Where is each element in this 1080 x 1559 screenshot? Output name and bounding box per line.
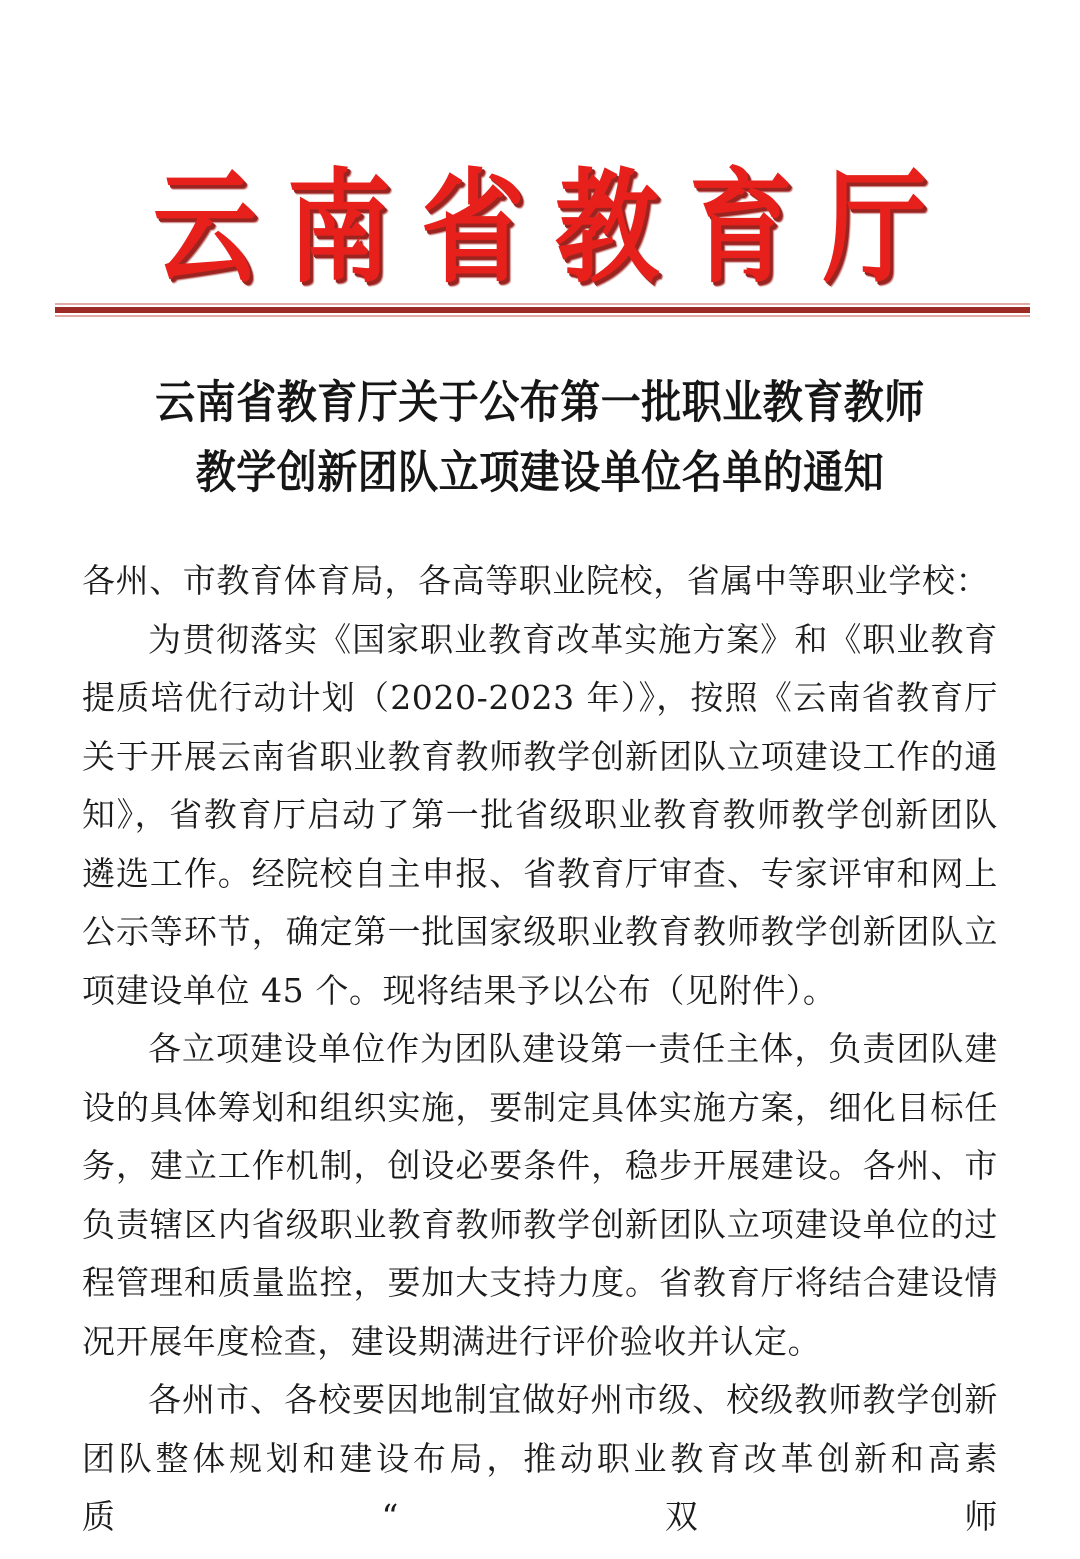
salutation-line: 各州、市教育体育局，各高等职业院校，省属中等职业学校： (82, 561, 990, 600)
body-paragraph-3: 各州市、各校要因地制宜做好州市级、校级教师教学创新团队整体规划和建设布局，推动职业教育改革创新和高素质“双师 (82, 1380, 998, 1536)
rule-hairline-bottom (55, 315, 1030, 317)
letterhead-red-rule (55, 303, 1030, 319)
document-title-line-2: 教学创新团队立项建设单位名单的通知 (195, 446, 885, 499)
rule-main-band (55, 307, 1030, 313)
document-title (90, 368, 990, 508)
body-paragraph-1: 为贯彻落实《国家职业教育改革实施方案》和《职业教育提质培优行动计划（2020-2023 年）》，按照《云南省教育厅关于开展云南省职业教育教师教学创新团队立项建设工作的通知》，省教育厅启动了第一批省级职业教育教师教学创新团队遴选工作。经院校自主申报、省教育厅审查、专家评审和网上公示等环节，确定第一批国家级职业教育教师教学创新团队立项建设单位 45 个。现将结果予以公布（见附件）。 (82, 619, 998, 1010)
letterhead-organization-name: 云南省教育厅 (152, 154, 957, 301)
rule-hairline-top (55, 303, 1030, 305)
letterhead (0, 154, 1080, 301)
document-title-line-1: 云南省教育厅关于公布第一批职业教育教师 (155, 376, 925, 429)
document-body (82, 552, 998, 1547)
body-paragraph-2: 各立项建设单位作为团队建设第一责任主体，负责团队建设的具体筹划和组织实施，要制定具体实施方案，细化目标任务，建立工作机制，创设必要条件，稳步开展建设。各州、市负责辖区内省级职业教育教师教学创新团队立项建设单位的过程管理和质量监控，要加大支持力度。省教育厅将结合建设情况开展年度检查，建设期满进行评价验收并认定。 (82, 1029, 998, 1361)
